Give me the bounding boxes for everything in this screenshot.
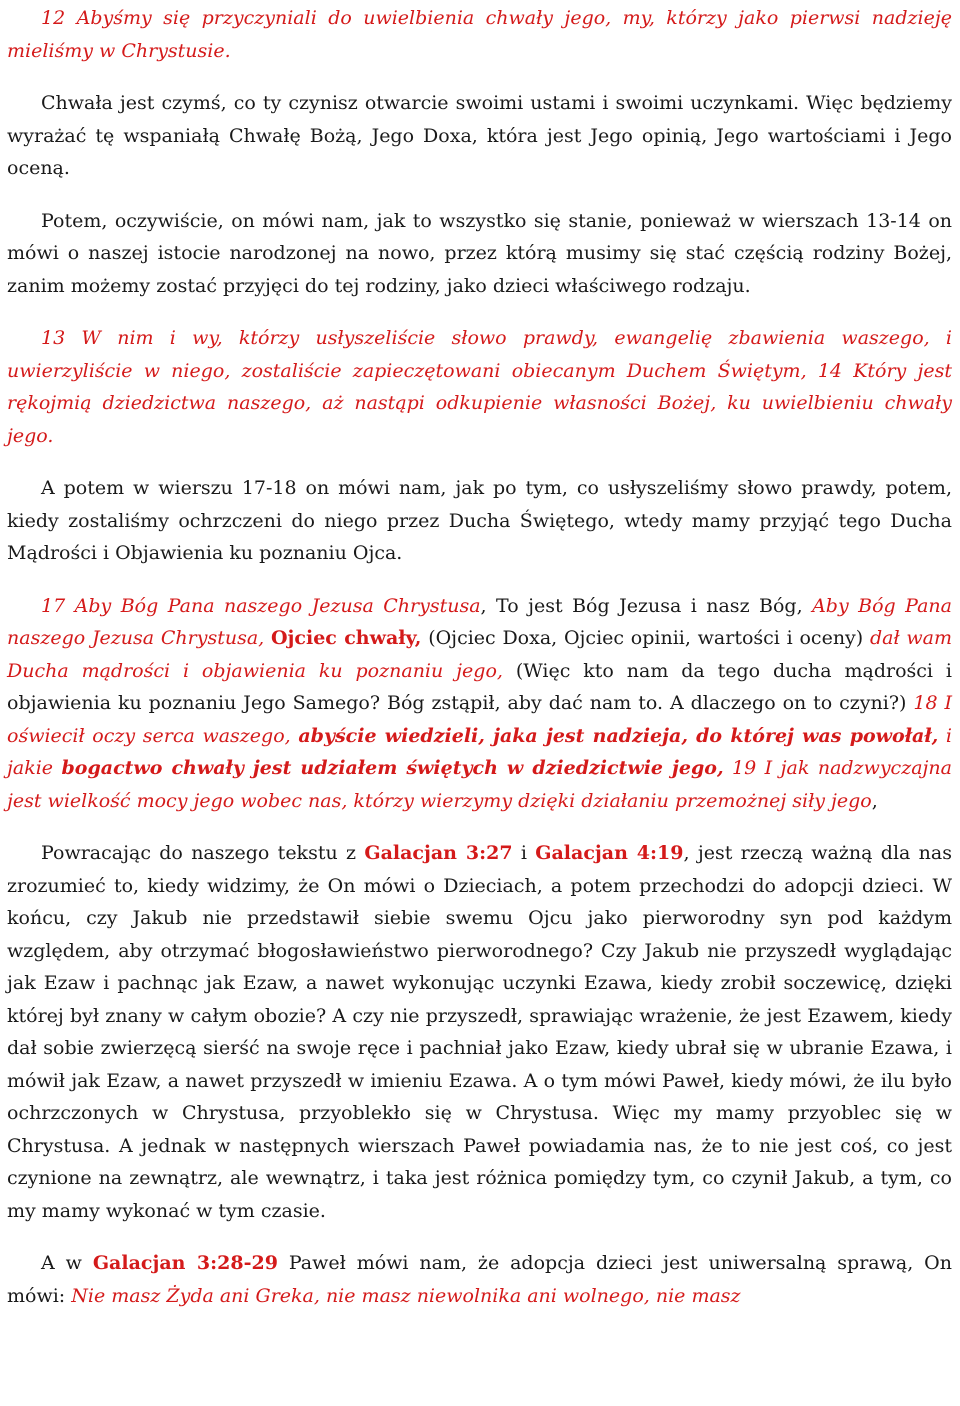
paragraph-7 — [7, 837, 952, 1227]
paragraph-4 — [7, 322, 952, 452]
scripture-verse-19: 19 I jak nadzwyczajna jest wielkość mocy jego wobec nas, którzy wierzymy dzięki działaniu przemożnej siły jego — [7, 757, 952, 812]
body-text: Chwała jest czymś, co ty czynisz otwarcie swoimi ustami i swoimi uczynkami. Więc będziemy wyrażać tę wspaniałą Chwałę Bożą, Jego Doxa, która jest Jego opinią, Jego wartościami i Jego oceną. — [7, 92, 952, 179]
body-text: , — [871, 789, 878, 812]
body-text: i — [512, 842, 536, 864]
scripture-emphasis: Ojciec chwały, — [271, 627, 422, 649]
body-text: A w — [41, 1252, 93, 1274]
body-text: Potem, oczywiście, on mówi nam, jak to wszystko się stanie, ponieważ w wierszach 13-14 on mówi o naszej istocie narodzonej na nowo, przez którą musimy się stać częścią rodziny Bożej, zanim możemy zostać przyjęci do tej rodziny, jako dzieci właściwego rodzaju. — [7, 209, 952, 297]
body-text: Powracając do naszego tekstu z — [41, 842, 365, 864]
paragraph-8 — [7, 1247, 952, 1312]
body-text: A potem w wierszu 17-18 on mówi nam, jak po tym, co usłyszeliśmy słowo prawdy, potem, kiedy zostaliśmy ochrzczeni do niego przez Ducha Świętego, wtedy mamy przyjąć tego Ducha Mądrości i Objawienia ku poznaniu Ojca. — [7, 477, 952, 564]
body-text: (Ojciec Doxa, Ojciec opinii, wartości i oceny) — [421, 627, 870, 649]
scripture-reference: Galacjan 3:28-29 — [92, 1252, 278, 1274]
body-text: , jest rzeczą ważną dla nas zrozumieć to, kiedy widzimy, że On mówi o Dzieciach, a potem przechodzi do adopcji dzieci. W końcu, czy Jakub nie przedstawił siebie swemu Ojcu jako pierworodny syn pod każdym względem, aby otrzymać błogosławieństwo pierworodnego? Czy Jakub nie przyszedł wyglądając jak Ezaw i pachnąc jak Ezaw, a nawet wykonując uczynki Ezawa, kiedy zrobił soczewicę, dzięki której był znany w całym obozie? A czy nie przyszedł, sprawiając wrażenie, że jest Ezawem, kiedy dał sobie zwierzęcą sierść na swoje ręce i pachniał jako Ezaw, kiedy ubrał się w ubranie Ezawa, i mówił jak Ezaw, a nawet przyszedł w imieniu Ezawa. A o tym mówi Paweł, kiedy mówi, że ilu było ochrzczonych w Chrystusa, przyoblekło się w Chrystusa. Więc my mamy przyoblec się w Chrystusa. A jednak w następnych wierszach Paweł powiadamia nas, że to nie jest coś, co jest czynione na zewnątrz, ale wewnątrz, i taka jest różnica pomiędzy tym, co czynił Jakub, a tym, co my mamy wykonać w tym czasie. — [7, 842, 952, 1222]
scripture-quote: i jakie — [7, 724, 952, 779]
scripture-verse-12: 12 Abyśmy się przyczyniali do uwielbienia chwały jego, my, którzy jako pierwsi nadzieję mieliśmy w Chrystusie. — [7, 7, 952, 62]
paragraph-3 — [7, 205, 952, 303]
paragraph-1 — [7, 2, 952, 67]
scripture-verses-13-14: 13 W nim i wy, którzy usłyszeliście słowo prawdy, ewangelię zbawienia waszego, i uwierzyliście w niego, zostaliście zapieczętowani obiecanym Duchem Świętym, 14 Który jest rękojmią dziedzictwa naszego, aż nastąpi odkupienie własności Bożej, ku uwielbieniu chwały jego. — [7, 327, 952, 447]
scripture-verse-17: 17 Aby Bóg Pana naszego Jezusa Chrystusa — [41, 594, 481, 617]
paragraph-6 — [7, 590, 952, 818]
scripture-verse-18: 18 I oświecił oczy serca waszego, — [7, 692, 952, 747]
paragraph-2 — [7, 87, 952, 185]
scripture-emphasis: abyście wiedzieli, jaka jest nadzieja, do której was powołał, — [298, 724, 939, 747]
scripture-emphasis: bogactwo chwały jest udziałem świętych w dziedzictwie jego, — [61, 757, 724, 779]
scripture-quote: dał wam Ducha mądrości i objawienia ku poznaniu jego, — [7, 627, 953, 682]
paragraph-5 — [7, 472, 952, 570]
scripture-quote: Nie masz Żyda ani Greka, nie masz niewolnika ani wolnego, nie masz — [71, 1284, 741, 1307]
scripture-reference: Galacjan 3:27 — [364, 842, 513, 864]
body-text: (Więc kto nam da tego ducha mądrości i objawienia ku poznaniu Jego Samego? Bóg zstąpił, aby dać nam to. A dlaczego on to czyni?) — [7, 659, 952, 714]
scripture-quote: Aby Bóg Pana naszego Jezusa Chrystusa, — [7, 594, 952, 649]
body-text: Paweł mówi nam, że adopcja dzieci jest uniwersalną sprawą, On mówi: — [7, 1252, 952, 1307]
body-text: , To jest Bóg Jezusa i nasz Bóg, — [480, 594, 813, 617]
scripture-reference: Galacjan 4:19 — [535, 842, 684, 864]
